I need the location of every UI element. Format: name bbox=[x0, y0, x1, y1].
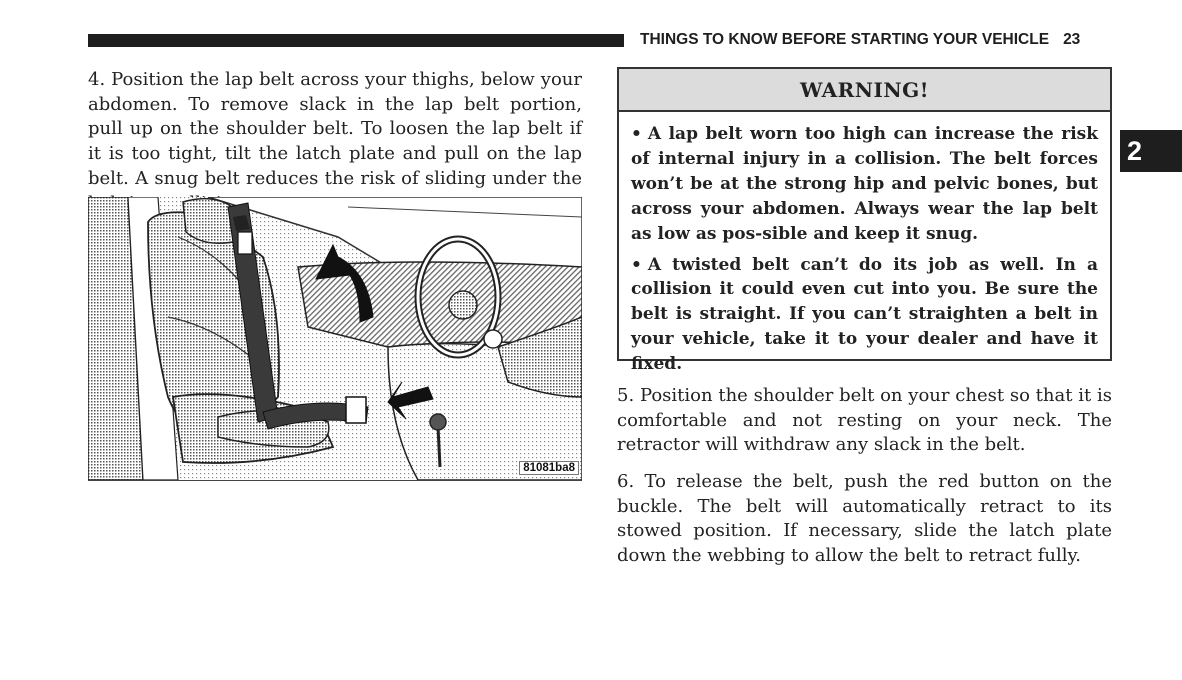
bullet: • bbox=[631, 124, 642, 144]
page-number: 23 bbox=[1063, 31, 1081, 48]
warning-item-text: A lap belt worn too high can increase the risk of internal injury in a collision. The belt forces won’t be at the strong hip and pelvic bones, but across your abdomen. Always wear the lap belt as low as pos-sible and keep it snug. bbox=[631, 124, 1098, 244]
warning-item-text: A twisted belt can’t do its job as well. In a collision it could even cut into you. Be sure the belt is straight. If you can’t straighten a belt in your vehicle, take it to your dealer and have it fixed. bbox=[631, 254, 1098, 375]
seatbelt-illustration bbox=[88, 197, 582, 481]
figure-code: 81081ba8 bbox=[519, 461, 579, 475]
warning-item bbox=[631, 122, 1098, 247]
bullet: • bbox=[631, 254, 642, 275]
step-6-paragraph: 6. To release the belt, push the red button on the buckle. The belt will automatically retract to its stowed position. If necessary, slide the latch plate down the webbing to allow the belt to retract fully. bbox=[617, 471, 1112, 567]
warning-item bbox=[631, 253, 1098, 378]
header-rule bbox=[88, 34, 624, 47]
warning-box bbox=[617, 67, 1112, 375]
section-title: THINGS TO KNOW BEFORE STARTING YOUR VEHICLE bbox=[640, 31, 1050, 48]
running-header bbox=[640, 31, 1080, 49]
warning-title: WARNING! bbox=[619, 69, 1110, 112]
step-4-paragraph: 4. Position the lap belt across your thighs, below your abdomen. To remove slack in the lap belt portion, pull up on the shoulder belt. To loosen the lap belt if it is too tight, tilt the latch plate and pull on the lap belt. A snug belt reduces the risk of sliding under the bbox=[88, 69, 582, 189]
step-5-paragraph: 5. Position the shoulder belt on your chest so that it is comfortable and not resting on your neck. The retractor will withdraw any slack in the belt. bbox=[617, 385, 1112, 456]
chapter-tab: 2 bbox=[1120, 130, 1182, 172]
illustration-drawing bbox=[88, 197, 582, 480]
